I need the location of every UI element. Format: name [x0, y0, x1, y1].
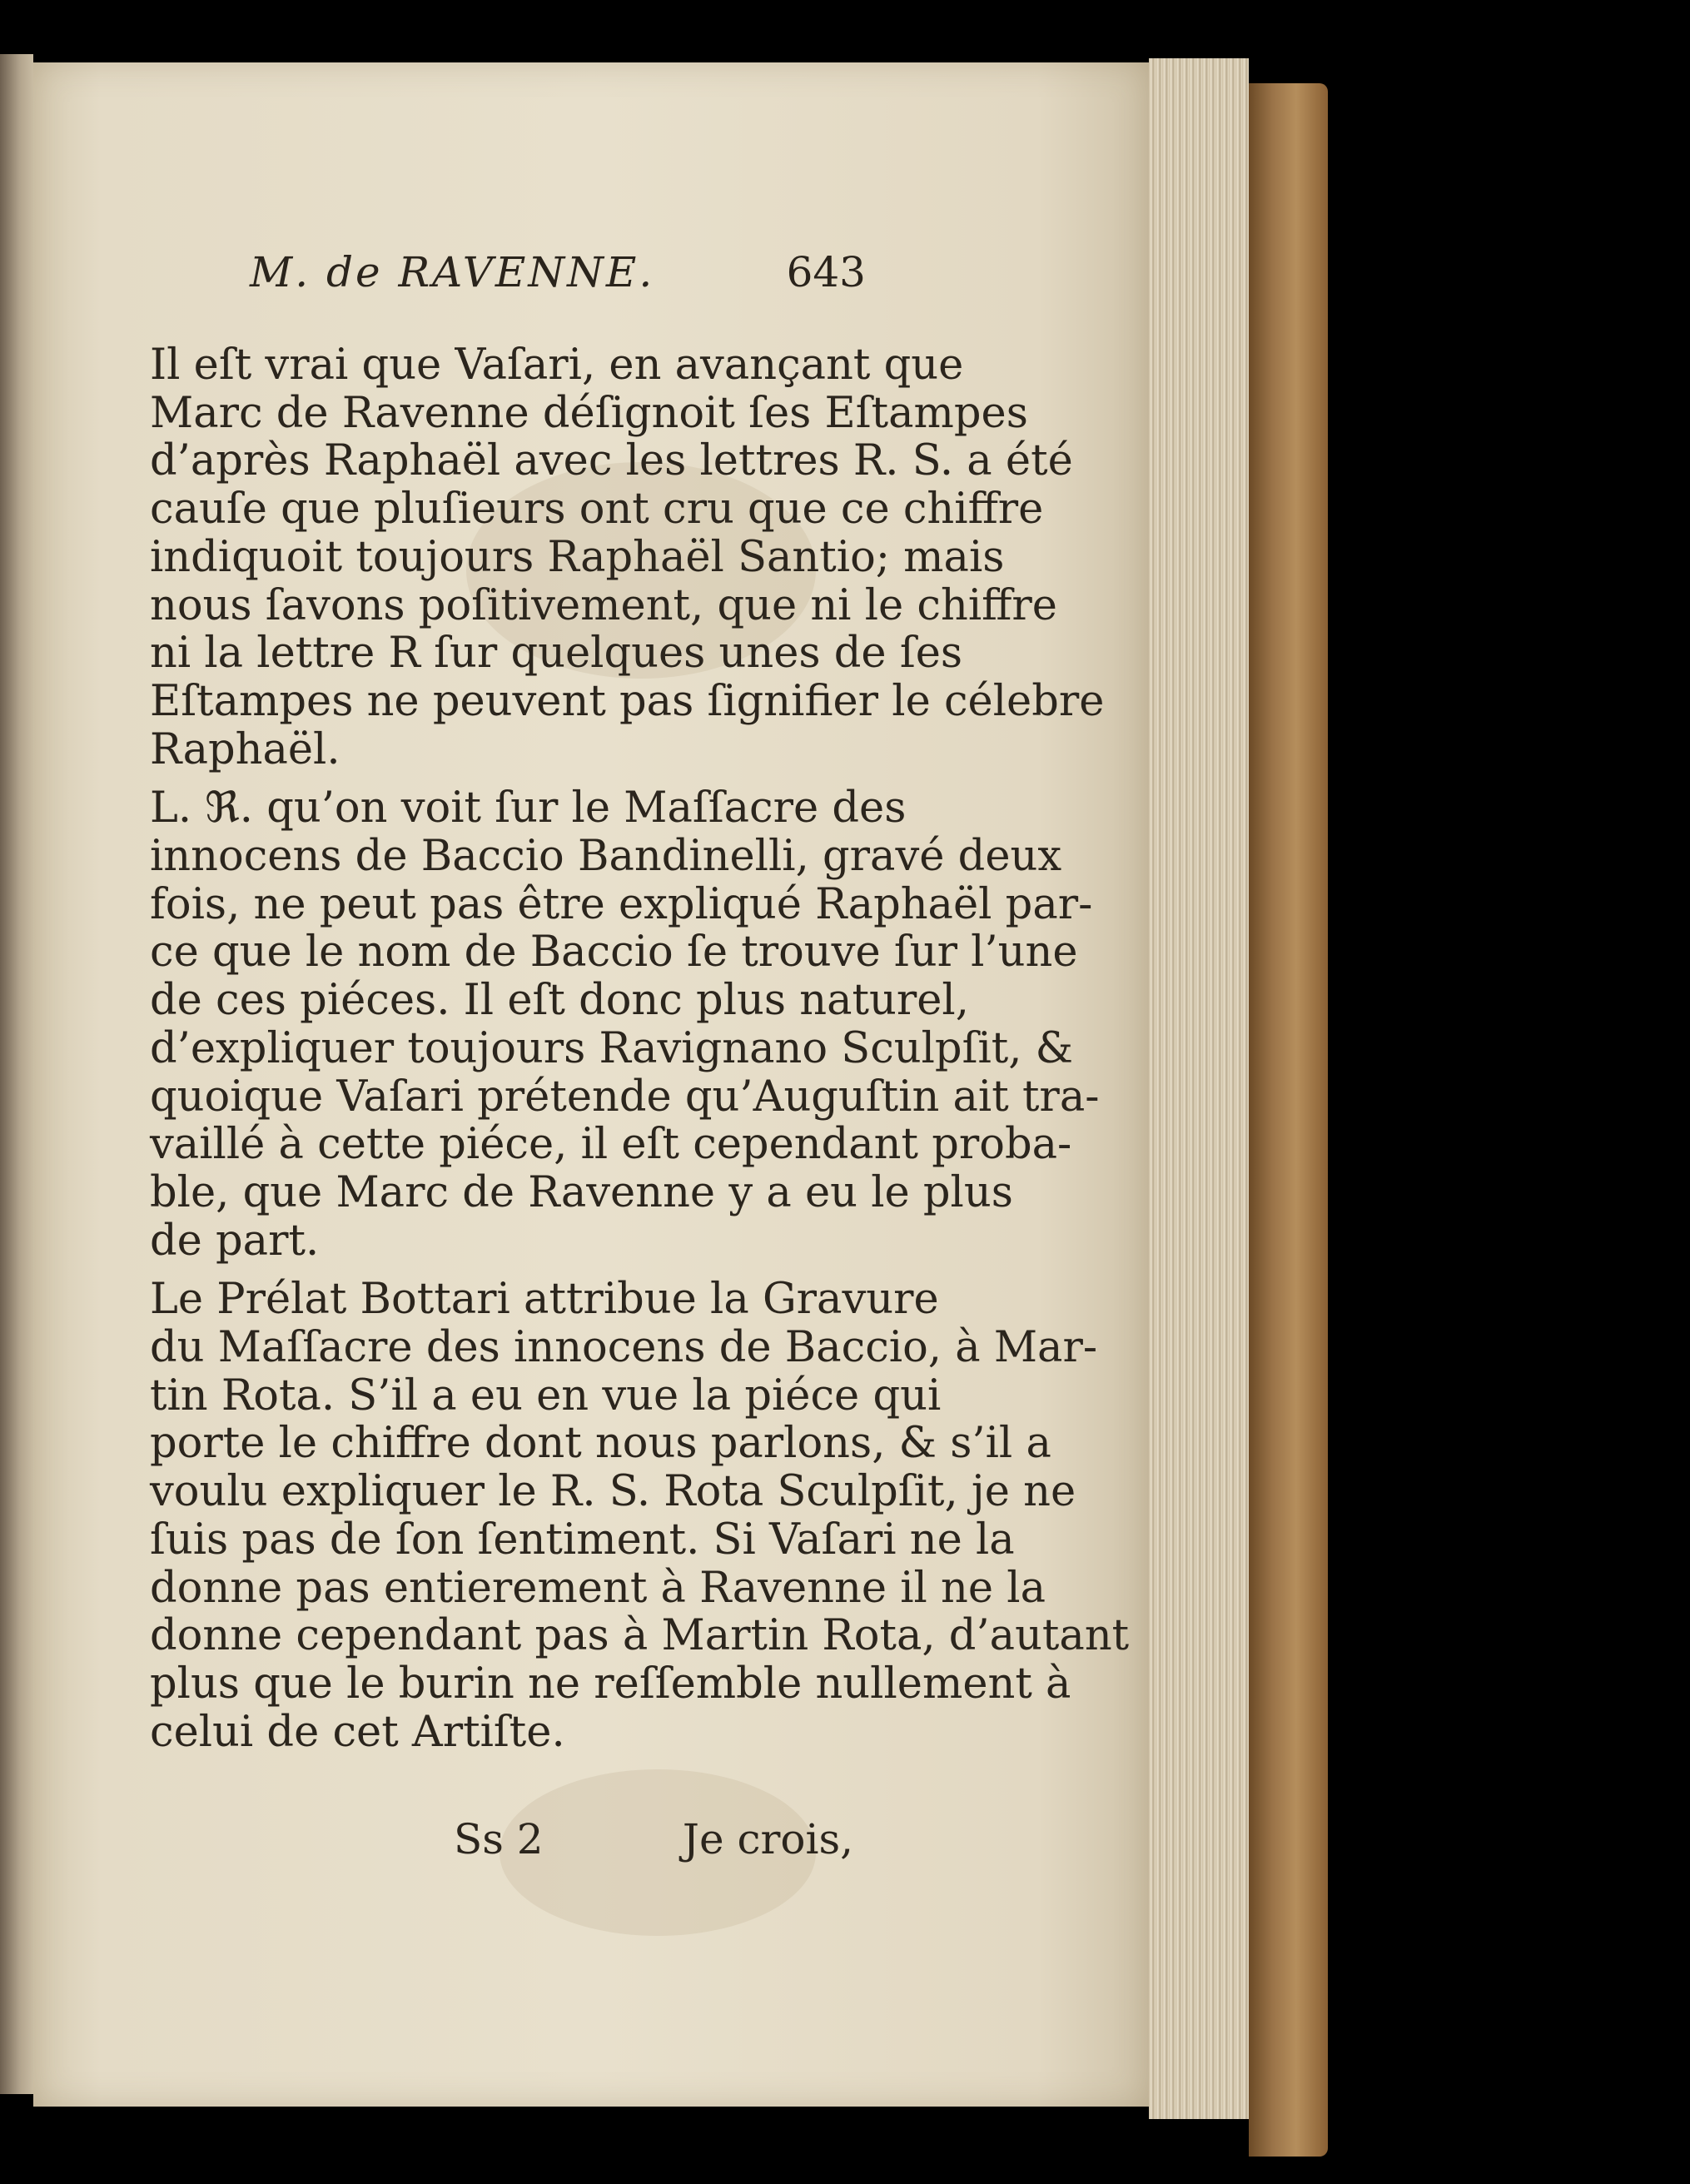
catchword: Je crois,: [682, 1815, 853, 1863]
text-line: voulu expliquer le R. S. Rota Sculpſit, je ne: [150, 1467, 1076, 1517]
text-line: Eſtampes ne peuvent pas ſignifier le célebre: [150, 676, 1105, 726]
text-line: vaillé à cette piéce, il eſt cependant proba-: [150, 1120, 1072, 1170]
paragraph: [79, 784, 1100, 1266]
text-line: cauſe que pluſieurs ont cru que ce chiffre: [150, 485, 1044, 535]
text-line: de ces piéces. Il eſt donc plus naturel,: [150, 976, 969, 1026]
paragraph: [79, 1275, 1130, 1757]
text-line: du Maſſacre des innocens de Baccio, à Mar-: [150, 1323, 1098, 1373]
text-line: ble, que Marc de Ravenne y a eu le plus: [150, 1167, 1013, 1217]
text-line: d’expliquer toujours Ravignano Sculpſit, &: [150, 1023, 1074, 1073]
text-line: quoique Vaſari prétende qu’Auguſtin ait tra-: [150, 1072, 1100, 1122]
text-line: de part.: [150, 1216, 320, 1266]
body-text: [79, 341, 1130, 1757]
text-line: porte le chiffre dont nous parlons, & s’il a: [150, 1419, 1051, 1469]
page-number: 643: [786, 248, 866, 296]
text-line: donne cependant pas à Martin Rota, d’autant: [150, 1611, 1130, 1661]
text-line: Raphaël.: [150, 724, 340, 774]
text-line: d’après Raphaël avec les lettres R. S. a été: [150, 436, 1073, 486]
text-line: celui de cet Artiſte.: [150, 1707, 565, 1757]
text-line: Il eſt vrai que Vaſari, en avançant que: [150, 341, 964, 390]
text-line: ſuis pas de ſon ſentiment. Si Vaſari ne la: [150, 1515, 1015, 1565]
text-line: donne pas entierement à Ravenne il ne la: [150, 1563, 1046, 1613]
book-cover-edge: [1249, 83, 1328, 2157]
text-line: ce que le nom de Baccio ſe trouve ſur l’une: [150, 928, 1078, 978]
text-line: Le Prélat Bottari attribue la Gravure: [150, 1275, 939, 1325]
text-line: nous ſavons poſitivement, que ni le chiffre: [150, 580, 1057, 630]
text-line: indiquoit toujours Raphaël Santio; mais: [150, 532, 1005, 582]
page-footer: [79, 1815, 853, 1873]
page-stack-edge: [1149, 58, 1249, 2119]
running-head: [250, 248, 866, 315]
text-line: fois, ne peut pas être expliqué Raphaël par-: [150, 879, 1093, 929]
paragraph: [79, 341, 1105, 774]
text-line: tin Rota. S’il a eu en vue la piéce qui: [150, 1371, 942, 1420]
signature-mark: Ss 2: [454, 1815, 544, 1863]
text-line: innocens de Baccio Bandinelli, gravé deux: [150, 832, 1062, 882]
text-line: plus que le burin ne reſſemble nullement à: [150, 1659, 1071, 1709]
text-line: L. ℜ. qu’on voit ſur le Maſſacre des: [150, 784, 907, 833]
previous-page-edge: [0, 54, 33, 2094]
running-title: M. de RAVENNE.: [250, 248, 655, 296]
text-line: Marc de Ravenne déſignoit ſes Eſtampes: [150, 388, 1028, 438]
text-line: ni la lettre R ſur quelques unes de ſes: [150, 629, 963, 679]
